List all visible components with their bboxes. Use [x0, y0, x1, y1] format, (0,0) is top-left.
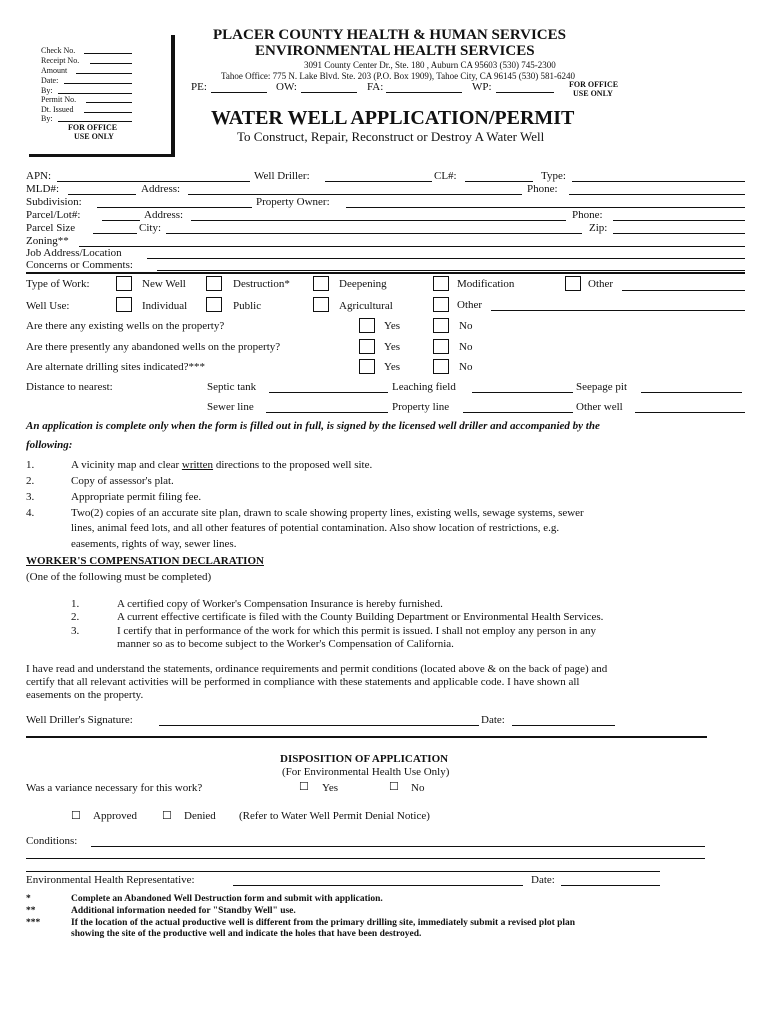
header-office-label-1: FOR OFFICE [569, 80, 619, 89]
cl-field[interactable] [465, 181, 533, 182]
address2-field[interactable] [191, 220, 566, 221]
footnote-3-text: If the location of the actual productive well is different from the primary drilling site, immediately submit a revised plot plan [71, 918, 576, 928]
fa-field[interactable] [386, 92, 462, 93]
wp-label: WP: [472, 81, 492, 93]
public-checkbox[interactable] [206, 297, 222, 312]
req-3-number: 3. [26, 491, 35, 503]
certification-line1: I have read and understand the statements, ordinance requirements and permit conditions (located above & on the back of page) and [26, 663, 608, 675]
phone-field[interactable] [569, 194, 745, 195]
signature-label: Well Driller's Signature: [26, 714, 133, 726]
check-no-label: Check No. [41, 46, 76, 55]
office-use-label-1: FOR OFFICE [68, 123, 118, 132]
mld-field[interactable] [68, 194, 136, 195]
apn-field[interactable] [57, 181, 250, 182]
permit-no-label: Permit No. [41, 95, 77, 104]
denied-label: Denied [184, 810, 216, 822]
wp-field[interactable] [496, 92, 554, 93]
eh-date-label: Date: [531, 874, 555, 886]
conditions-label: Conditions: [26, 835, 78, 847]
form-subtitle: To Construct, Repair, Reconstruct or Destroy A Water Well [237, 129, 545, 144]
footnote-2-mark: ** [26, 906, 36, 916]
fa-label: FA: [367, 81, 384, 93]
footnote-3-line2: showing the site of the productive well and indicate the holes that have been destroyed. [71, 929, 422, 939]
receipt-no-label: Receipt No. [41, 56, 80, 65]
eh-date-field[interactable] [561, 885, 660, 886]
zoning-label: Zoning** [26, 235, 69, 247]
ow-label: OW: [276, 81, 297, 93]
agricultural-checkbox[interactable] [313, 297, 329, 312]
seepage-field[interactable] [641, 392, 742, 393]
other-work-field[interactable] [622, 290, 745, 291]
pe-field[interactable] [211, 92, 267, 93]
type-of-work-label: Type of Work: [26, 278, 90, 290]
req-4-text: Two(2) copies of an accurate site plan, drawn to scale showing property lines, existing wells, sewage systems, sewer [71, 507, 584, 519]
auburn-address: 3091 County Center Dr., Ste. 180 , Auburn CA 95603 (530) 745-2300 [304, 60, 556, 70]
public-label: Public [233, 300, 262, 312]
variance-question: Was a variance necessary for this work? [26, 782, 203, 794]
job-address-label: Job Address/Location [26, 247, 122, 259]
alternate-sites-no-checkbox[interactable] [433, 359, 449, 374]
req-1-text: A vicinity map and clear written directions to the proposed well site. [71, 459, 373, 471]
septic-field[interactable] [269, 392, 388, 393]
denial-note: (Refer to Water Well Permit Denial Notice) [239, 810, 430, 822]
property-line-label: Property line [392, 401, 450, 413]
new-well-label: New Well [142, 278, 186, 290]
new-well-checkbox[interactable] [116, 276, 132, 291]
other-use-checkbox[interactable] [433, 297, 449, 312]
variance-yes-checkbox[interactable]: ☐ [299, 781, 309, 793]
office-box-right-border [171, 35, 175, 156]
abandoned-wells-yes-label: Yes [384, 341, 401, 353]
mld-label: MLD#: [26, 183, 59, 195]
req-3-text: Appropriate permit filing fee. [71, 491, 202, 503]
disposition-title: DISPOSITION OF APPLICATION [280, 753, 449, 765]
req-2-text: Copy of assessor's plat. [71, 475, 174, 487]
property-owner-field[interactable] [346, 207, 745, 208]
complete-notice-line2: following: [26, 439, 73, 451]
alternate-sites-yes-checkbox[interactable] [359, 359, 375, 374]
conditions-field-1[interactable] [91, 846, 705, 847]
existing-wells-no-checkbox[interactable] [433, 318, 449, 333]
job-address-field[interactable] [147, 258, 745, 259]
modification-checkbox[interactable] [433, 276, 449, 291]
alternate-sites-no-label: No [459, 361, 473, 373]
phone-label: Phone: [527, 183, 558, 195]
disposition-divider [26, 736, 707, 738]
other-well-label: Other well [576, 401, 623, 413]
date-label: Date: [41, 76, 59, 85]
deepening-label: Deepening [339, 278, 387, 290]
subdivision-field[interactable] [97, 207, 252, 208]
variance-no-checkbox[interactable]: ☐ [389, 781, 399, 793]
distance-label: Distance to nearest: [26, 381, 113, 393]
destruction-checkbox[interactable] [206, 276, 222, 291]
form-title: WATER WELL APPLICATION/PERMIT [211, 107, 575, 129]
destruction-label: Destruction* [233, 278, 290, 290]
address2-label: Address: [144, 209, 184, 221]
by2-label: By: [41, 114, 53, 123]
variance-no-label: No [411, 782, 425, 794]
ow-field[interactable] [301, 92, 357, 93]
req-4-number: 4. [26, 507, 35, 519]
wc-2-number: 2. [71, 611, 80, 623]
denied-checkbox[interactable]: ☐ [162, 810, 172, 822]
property-owner-label: Property Owner: [256, 196, 330, 208]
individual-checkbox[interactable] [116, 297, 132, 312]
well-driller-field[interactable] [325, 181, 432, 182]
address-label: Address: [141, 183, 181, 195]
conditions-field-2[interactable] [26, 858, 705, 859]
wc-3-text: I certify that in performance of the work for which this permit is issued. I shall not employ any person in any [117, 625, 596, 637]
well-driller-label: Well Driller: [254, 170, 310, 182]
workers-comp-heading: WORKER'S COMPENSATION DECLARATION [26, 555, 264, 567]
footnote-1-text: Complete an Abandoned Well Destruction form and submit with application. [71, 894, 383, 904]
zoning-field[interactable] [79, 246, 745, 247]
office-box-bottom-border [29, 154, 175, 157]
by-label: By: [41, 86, 53, 95]
parcel-lot-field[interactable] [102, 220, 140, 221]
type-label: Type: [541, 170, 566, 182]
abandoned-wells-no-checkbox[interactable] [433, 339, 449, 354]
leaching-label: Leaching field [392, 381, 456, 393]
conditions-field-3[interactable] [26, 871, 660, 872]
well-use-label: Well Use: [26, 300, 70, 312]
signature-date-field[interactable] [512, 725, 615, 726]
req-4-line2: lines, animal feed lots, and all other features of potential contamination. Also show location of restrictions, e.g. [71, 522, 560, 534]
abandoned-wells-question: Are there presently any abandoned wells on the property? [26, 341, 281, 353]
wc-3-number: 3. [71, 625, 80, 637]
other-work-checkbox[interactable] [565, 276, 581, 291]
division-name: ENVIRONMENTAL HEALTH SERVICES [255, 43, 535, 59]
existing-wells-no-label: No [459, 320, 473, 332]
sewer-label: Sewer line [207, 401, 254, 413]
eh-rep-field[interactable] [233, 885, 523, 886]
alternate-sites-question: Are alternate drilling sites indicated?*** [26, 361, 205, 373]
wc-3-line2: manner so as to become subject to the Worker's Compensation of California. [117, 638, 454, 650]
complete-notice-line1: An application is complete only when the form is filled out in full, is signed by the licensed well driller and accompanied by the [26, 420, 600, 432]
septic-label: Septic tank [207, 381, 257, 393]
zip-label: Zip: [589, 222, 608, 234]
wc-1-number: 1. [71, 598, 80, 610]
alternate-sites-yes-label: Yes [384, 361, 401, 373]
city-label: City: [139, 222, 162, 234]
variance-yes-label: Yes [322, 782, 339, 794]
cl-label: CL#: [434, 170, 457, 182]
parcel-size-field[interactable] [93, 233, 137, 234]
existing-wells-question: Are there any existing wells on the property? [26, 320, 225, 332]
other-well-field[interactable] [635, 412, 745, 413]
other-work-label: Other [588, 278, 614, 290]
certification-line2: certify that all relevant activities will be performed in compliance with these statements and applicable code. I have shown all [26, 676, 580, 688]
type-field[interactable] [572, 181, 745, 182]
section-divider [26, 272, 745, 274]
amount-label: Amount [41, 66, 68, 75]
other-use-field[interactable] [491, 310, 745, 311]
parcel-size-label: Parcel Size [26, 222, 76, 234]
req-4-line3: easements, rights of way, sewer lines. [71, 538, 237, 550]
tahoe-address: Tahoe Office: 775 N. Lake Blvd. Ste. 203 (P.O. Box 1909), Tahoe City, CA 96145 (530) 581-6240 [221, 71, 576, 81]
parcel-lot-label: Parcel/Lot#: [26, 209, 81, 221]
property-line-field[interactable] [463, 412, 573, 413]
disposition-sub: (For Environmental Health Use Only) [282, 766, 450, 778]
individual-label: Individual [142, 300, 188, 312]
city-field[interactable] [166, 233, 582, 234]
subdivision-label: Subdivision: [26, 196, 82, 208]
signature-date-label: Date: [481, 714, 505, 726]
wc-1-text: A certified copy of Worker's Compensation Insurance is hereby furnished. [117, 598, 443, 610]
req-1-number: 1. [26, 459, 35, 471]
existing-wells-yes-label: Yes [384, 320, 401, 332]
office-use-label-2: USE ONLY [74, 132, 114, 141]
footnote-2-text: Additional information needed for "Standby Well" use. [71, 906, 296, 916]
wc-2-text: A current effective certificate is filed with the County Building Department or Environmental Health Services. [117, 611, 604, 623]
workers-comp-sub: (One of the following must be completed) [26, 571, 212, 583]
modification-label: Modification [457, 278, 515, 290]
footnote-3-mark: *** [26, 918, 41, 928]
sewer-field[interactable] [266, 412, 388, 413]
agency-name: PLACER COUNTY HEALTH & HUMAN SERVICES [213, 27, 566, 43]
existing-wells-yes-checkbox[interactable] [359, 318, 375, 333]
phone2-field[interactable] [613, 220, 745, 221]
certification-line3: easements on the property. [26, 689, 144, 701]
footnote-1-mark: * [26, 894, 31, 904]
header-office-label-2: USE ONLY [573, 89, 613, 98]
approved-label: Approved [93, 810, 137, 822]
deepening-checkbox[interactable] [313, 276, 329, 291]
approved-checkbox[interactable]: ☐ [71, 810, 81, 822]
req-2-number: 2. [26, 475, 35, 487]
phone2-label: Phone: [572, 209, 603, 221]
dt-issued-label: Dt. Issued [41, 105, 74, 114]
other-use-label: Other [457, 299, 483, 311]
concerns-field[interactable] [157, 270, 745, 271]
pe-label: PE: [191, 81, 207, 93]
apn-label: APN: [26, 170, 52, 182]
signature-field[interactable] [159, 725, 479, 726]
abandoned-wells-yes-checkbox[interactable] [359, 339, 375, 354]
address-field[interactable] [188, 194, 522, 195]
seepage-label: Seepage pit [576, 381, 628, 393]
leaching-field[interactable] [472, 392, 573, 393]
agricultural-label: Agricultural [339, 300, 393, 312]
abandoned-wells-no-label: No [459, 341, 473, 353]
zip-field[interactable] [613, 233, 745, 234]
eh-rep-label: Environmental Health Representative: [26, 874, 195, 886]
concerns-label: Concerns or Comments: [26, 259, 133, 271]
